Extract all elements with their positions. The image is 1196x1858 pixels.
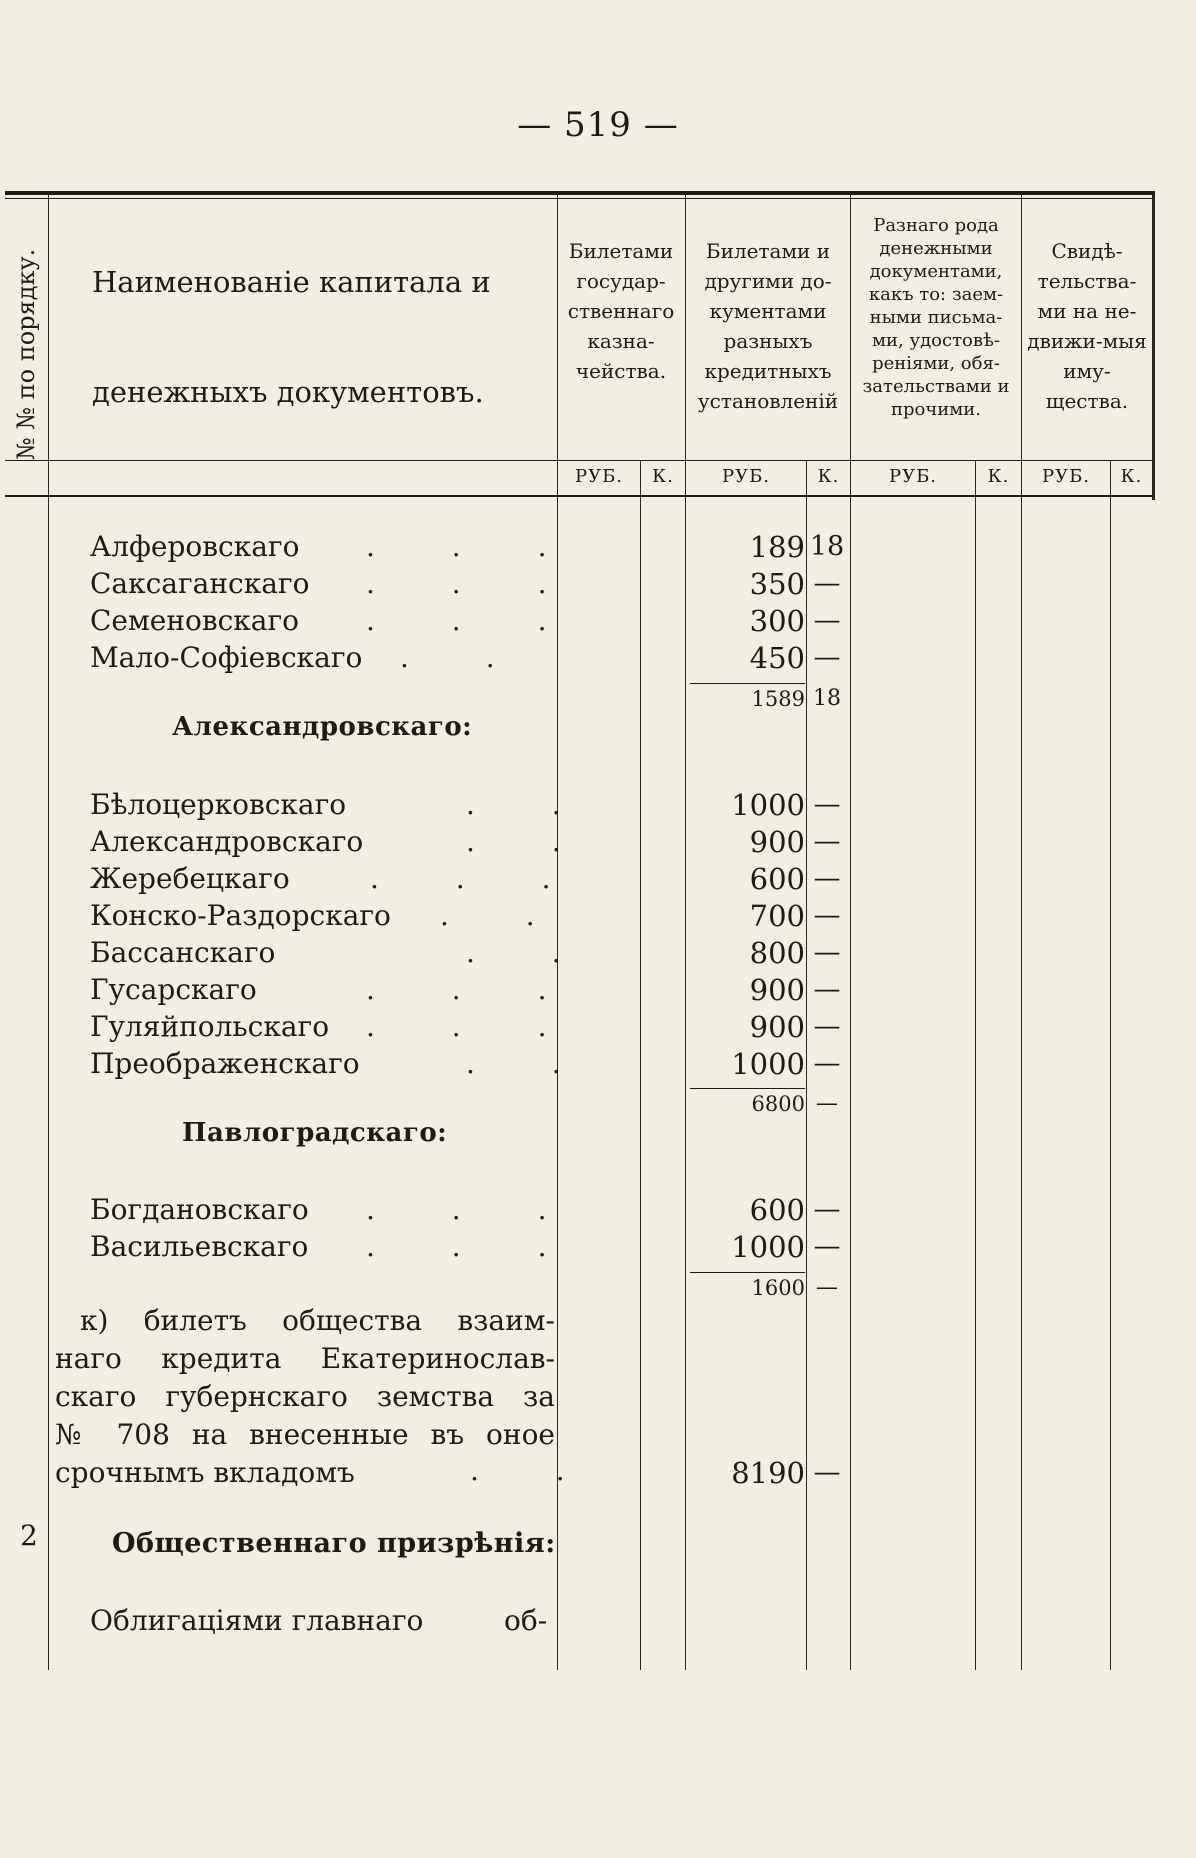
table-row-kop: 18 xyxy=(809,531,845,562)
leader-dots: . . xyxy=(466,1047,595,1080)
subtotal-rub: 1589 xyxy=(751,687,805,711)
note-line: к) билетъ общества взаим- xyxy=(80,1304,555,1337)
page-number: — 519 — xyxy=(517,105,679,145)
table-row-kop: — xyxy=(813,826,841,857)
table-row-rub: 900 xyxy=(749,1010,805,1044)
table-row-rub: 300 xyxy=(749,604,805,638)
table-row-kop: — xyxy=(813,937,841,968)
col-divider-credit-kop xyxy=(806,460,807,1670)
col-divider-name xyxy=(557,195,558,1670)
subtotal-rule xyxy=(690,1272,805,1273)
unit-credit-kop: К. xyxy=(817,466,840,487)
leader-dots: . . . xyxy=(366,1230,581,1263)
table-row-kop: — xyxy=(813,1194,841,1225)
unit-credit-rub: РУБ. xyxy=(721,466,771,487)
note-line: срочнымъ вкладомъ xyxy=(55,1456,355,1489)
unit-various-kop: К. xyxy=(987,466,1010,487)
table-row-name: Богдановскаго xyxy=(90,1193,309,1226)
leader-dots: . . xyxy=(400,641,529,674)
unit-property-rub: РУБ. xyxy=(1041,466,1091,487)
leader-dots: . . . xyxy=(366,1010,581,1043)
table-top-rule-thin xyxy=(5,198,1155,199)
table-row-name: Семеновскаго xyxy=(90,604,300,637)
col-divider-various xyxy=(1021,195,1022,1670)
unit-state-kop: К. xyxy=(652,466,674,487)
table-row-rub: 600 xyxy=(749,1193,805,1227)
table-row-rub: 900 xyxy=(749,825,805,859)
subtotal-rule xyxy=(690,683,805,684)
table-top-rule xyxy=(5,191,1155,195)
subtotal-rub: 6800 xyxy=(751,1092,805,1116)
header-col-number: № № по порядку. xyxy=(12,248,40,460)
header-col-various: Разнаго рода денежными документами, какъ то: заем-ными письма-ми, удостовѣ-реніями, обя-зательствами и прочими. xyxy=(862,215,1010,420)
table-row-name: Гусарскаго xyxy=(90,973,257,1006)
table-row-name: Преображенскаго xyxy=(90,1047,360,1080)
leader-dots: . . . xyxy=(366,973,581,1006)
unit-property-kop: К. xyxy=(1120,466,1143,487)
last-line-right: об- xyxy=(504,1604,548,1637)
col-divider-property-kop xyxy=(1110,460,1111,1670)
leader-dots: . . . xyxy=(366,530,581,563)
table-row-name: Бѣлоцерковскаго xyxy=(90,788,347,821)
leader-dots: . . xyxy=(466,936,595,969)
leader-dots: . . xyxy=(466,825,595,858)
section-title: Александровскаго: xyxy=(172,712,473,742)
table-row-kop: — xyxy=(813,900,841,931)
unit-state-rub: РУБ. xyxy=(574,466,624,487)
table-row-kop: — xyxy=(813,642,841,673)
leader-dots: . . . xyxy=(366,567,581,600)
note-line: № 708 на внесенные въ оное xyxy=(55,1418,555,1451)
table-row-rub: 800 xyxy=(749,936,805,970)
header-col-state: Билетами государ-ственнаго казна-чейства. xyxy=(567,239,675,383)
table-row-name: Саксаганскаго xyxy=(90,567,310,600)
header-col-name-line1: Наименованіе капитала и xyxy=(92,265,491,299)
units-bottom-rule xyxy=(5,495,1155,497)
note-kop: — xyxy=(813,1457,841,1488)
table-row-kop: — xyxy=(813,789,841,820)
header-col-credit: Билетами и другими до-кументами разныхъ кредитныхъ установленій xyxy=(697,239,839,413)
unit-various-rub: РУБ. xyxy=(888,466,938,487)
table-row-name: Жеребецкаго xyxy=(90,862,290,895)
subtotal-kop: — xyxy=(816,1091,838,1116)
row-number: 2 xyxy=(20,1519,39,1552)
units-top-rule xyxy=(5,460,1155,461)
table-row-kop: — xyxy=(813,1011,841,1042)
note-line: скаго губернскаго земства за xyxy=(55,1380,555,1413)
table-row-rub: 900 xyxy=(749,973,805,1007)
col-divider-state-kop xyxy=(640,460,641,1670)
table-row-kop: — xyxy=(813,568,841,599)
table-row-rub: 600 xyxy=(749,862,805,896)
note-line: наго кредита Екатеринослав- xyxy=(55,1342,555,1375)
table-row-kop: — xyxy=(813,1231,841,1262)
table-row-rub: 700 xyxy=(749,899,805,933)
subtotal-kop: 18 xyxy=(813,686,841,711)
note-rub: 8190 xyxy=(731,1456,805,1490)
table-row-kop: — xyxy=(813,863,841,894)
table-row-rub: 1000 xyxy=(731,1047,805,1081)
table-row-name: Конско-Раздорскаго xyxy=(90,899,391,932)
leader-dots: . . xyxy=(470,1454,599,1487)
leader-dots: . . . xyxy=(370,862,585,895)
table-row-rub: 450 xyxy=(749,641,805,675)
subtotal-kop: — xyxy=(816,1275,838,1300)
table-right-border xyxy=(1152,195,1155,500)
table-row-rub: 1000 xyxy=(731,788,805,822)
table-row-rub: 1000 xyxy=(731,1230,805,1264)
leader-dots: . . . xyxy=(366,604,581,637)
table-row-kop: — xyxy=(813,1048,841,1079)
header-col-name-line2: денежныхъ документовъ. xyxy=(92,375,484,409)
leader-dots: . . xyxy=(440,899,569,932)
col-divider-credit xyxy=(850,195,851,1670)
table-row-name: Бассанскаго xyxy=(90,936,276,969)
table-row-name: Гуляйпольскаго xyxy=(90,1010,330,1043)
col-divider-various-kop xyxy=(975,460,976,1670)
header-col-property: Свидѣ-тельства-ми на не-движи-мыя иму-щества. xyxy=(1027,239,1147,413)
last-line-left: Облигаціями главнаго xyxy=(90,1604,424,1637)
section-title: Павлоградскаго: xyxy=(182,1118,448,1148)
table-row-name: Алферовскаго xyxy=(90,530,300,563)
section-title: Общественнаго призрѣнія: xyxy=(112,1528,556,1559)
leader-dots: . . xyxy=(466,788,595,821)
subtotal-rub: 1600 xyxy=(751,1276,805,1300)
table-row-name: Мало-Софіевскаго xyxy=(90,641,363,674)
subtotal-rule xyxy=(690,1088,805,1089)
table-row-name: Васильевскаго xyxy=(90,1230,309,1263)
col-divider-number xyxy=(48,195,49,1670)
leader-dots: . . . xyxy=(366,1193,581,1226)
table-row-rub: 350 xyxy=(749,567,805,601)
table-row-name: Александровскаго xyxy=(90,825,364,858)
table-row-kop: — xyxy=(813,605,841,636)
table-row-rub: 189 xyxy=(749,530,805,564)
table-row-kop: — xyxy=(813,974,841,1005)
